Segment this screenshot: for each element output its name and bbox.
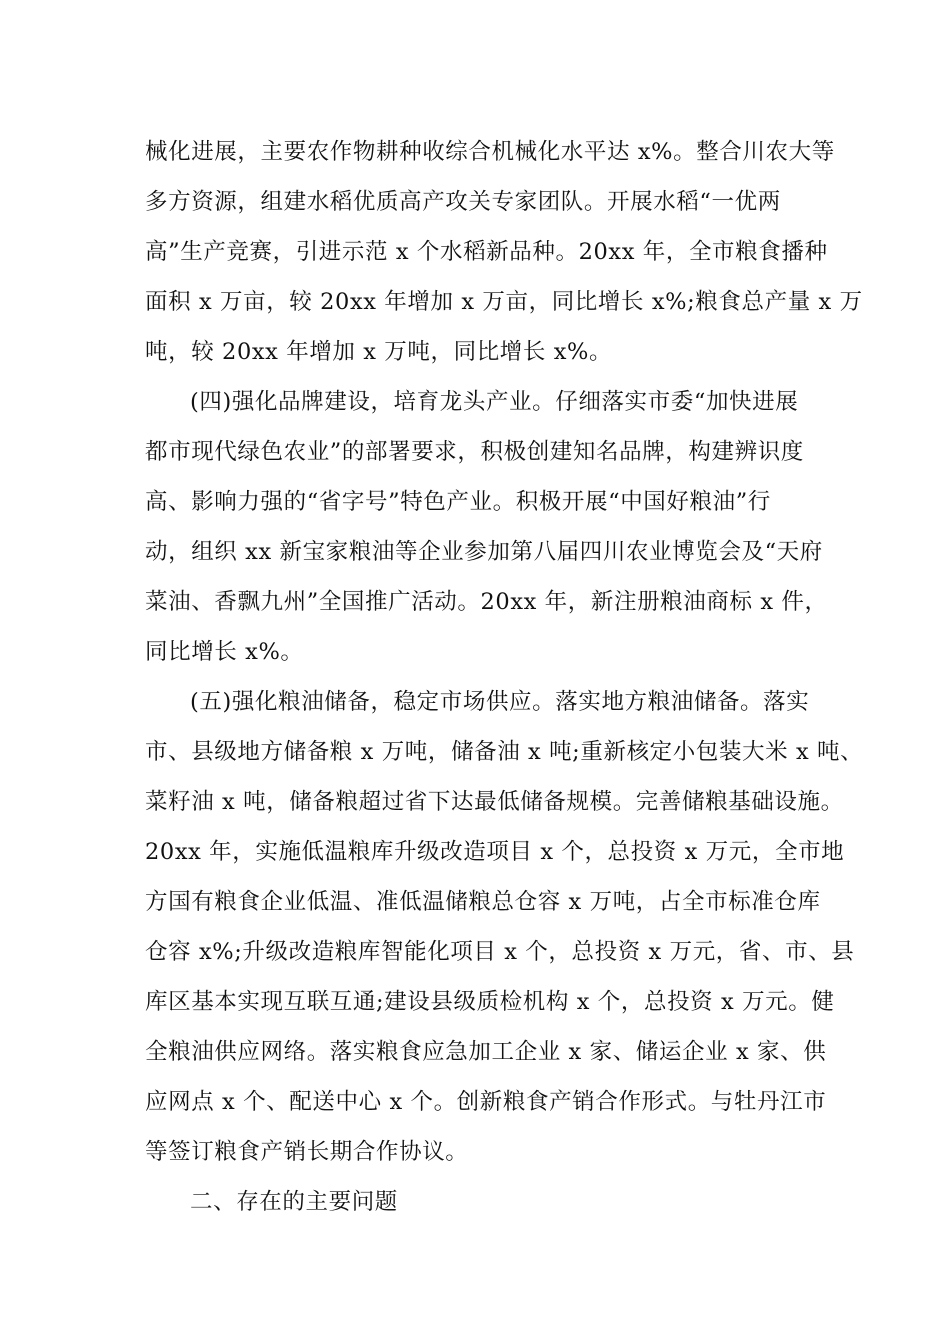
text-line: 械化进展，主要农作物耕种收综合机械化水平达 x%。整合川农大等 [145, 139, 835, 165]
section-heading-problems: 二、存在的主要问题 [190, 1189, 398, 1215]
text-line: 库区基本实现互联互通;建设县级质检机构 x 个，总投资 x 万元。健 [145, 989, 835, 1015]
text-line: 仓容 x%;升级改造粮库智能化项目 x 个，总投资 x 万元，省、市、县 [145, 939, 855, 965]
text-line: 都市现代绿色农业”的部署要求，积极创建知名品牌，构建辨识度 [145, 439, 804, 465]
text-line: 等签订粮食产销长期合作协议。 [145, 1139, 469, 1165]
text-line: 方国有粮食企业低温、准低温储粮总仓容 x 万吨，占全市标准仓库 [145, 889, 821, 915]
text-line: 菜油、香飘九州”全国推广活动。20xx 年，新注册粮油商标 x 件， [145, 589, 828, 615]
text-line: 全粮油供应网络。落实粮食应急加工企业 x 家、储运企业 x 家、供 [145, 1039, 827, 1065]
text-line: 面积 x 万亩，较 20xx 年增加 x 万亩，同比增长 x%;粮食总产量 x 万 [145, 289, 863, 315]
text-line: 高”生产竞赛，引进示范 x 个水稻新品种。20xx 年，全市粮食播种 [145, 239, 828, 265]
section-heading-5: (五)强化粮油储备，稳定市场供应。落实地方粮油储备。落实 [190, 689, 810, 715]
text-line: 高、影响力强的“省字号”特色产业。积极开展“中国好粮油”行 [145, 489, 771, 515]
text-line: 菜籽油 x 吨，储备粮超过省下达最低储备规模。完善储粮基础设施。 [145, 789, 844, 815]
text-line: 市、县级地方储备粮 x 万吨，储备油 x 吨;重新核定小包装大米 x 吨、 [145, 739, 864, 765]
section-heading-4: (四)强化品牌建设，培育龙头产业。仔细落实市委“加快进展 [190, 389, 799, 415]
text-line: 应网点 x 个、配送中心 x 个。创新粮食产销合作形式。与牡丹江市 [145, 1089, 827, 1115]
text-line: 动，组织 xx 新宝家粮油等企业参加第八届四川农业博览会及“天府 [145, 539, 823, 565]
text-line: 20xx 年，实施低温粮库升级改造项目 x 个，总投资 x 万元，全市地 [145, 839, 845, 865]
text-line: 吨，较 20xx 年增加 x 万吨，同比增长 x%。 [145, 339, 613, 365]
text-line: 同比增长 x%。 [145, 639, 304, 665]
text-line: 多方资源，组建水稻优质高产攻关专家团队。开展水稻“一优两 [145, 189, 781, 215]
